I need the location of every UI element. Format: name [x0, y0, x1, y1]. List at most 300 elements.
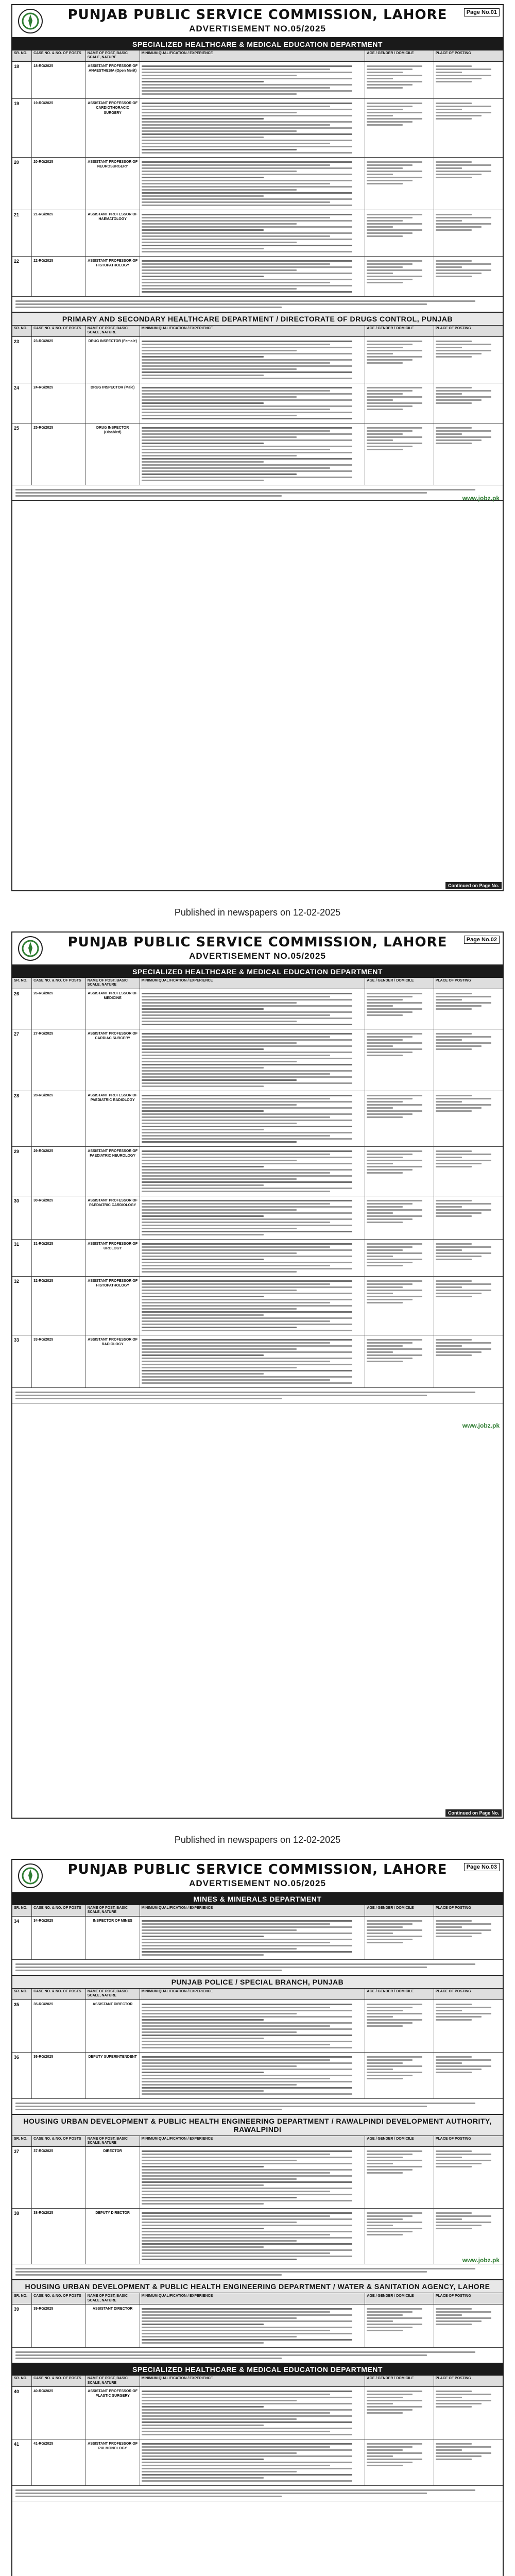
text-line: [142, 1048, 264, 1050]
text-line: [142, 2188, 352, 2189]
text-line: [436, 427, 472, 429]
text-line: [142, 260, 352, 262]
text-line: [367, 2022, 412, 2024]
text-line: [367, 1920, 422, 1922]
text-line: [367, 106, 412, 107]
table-row: [12, 257, 503, 297]
text-line: [436, 996, 491, 997]
column-header-post: NAME OF POST, BASIC SCALE, NATURE: [86, 1989, 140, 1999]
table-row: [12, 99, 503, 158]
text-line: [367, 1098, 412, 1099]
text-line: [142, 223, 297, 225]
page-sheet: [11, 931, 504, 1819]
text-line: [436, 1095, 472, 1096]
text-line: [142, 2028, 352, 2030]
text-line: [142, 93, 297, 95]
text-line: [436, 2228, 472, 2229]
text-line: [367, 167, 402, 169]
text-line: [142, 2415, 352, 2417]
case-number: 34-RG/2025: [32, 1917, 86, 1959]
text-line: [142, 356, 264, 358]
text-line: [436, 1008, 472, 1010]
text-line: [142, 65, 352, 67]
text-line: [436, 2397, 462, 2398]
text-line: [367, 350, 422, 351]
column-header-qual: MINIMUM QUALIFICATION / EXPERIENCE: [140, 50, 366, 61]
text-line: [142, 106, 330, 107]
text-line: [367, 1172, 402, 1174]
text-line: [142, 2446, 330, 2448]
text-line: [367, 2163, 393, 2164]
text-line: [142, 1150, 352, 1152]
qualification-cell: [140, 2304, 366, 2347]
text-line: [142, 477, 352, 478]
text-line: [15, 2106, 427, 2107]
text-line: [142, 140, 352, 141]
text-line: [142, 415, 297, 416]
text-line: [142, 2317, 297, 2319]
text-line: [142, 473, 297, 475]
text-line: [142, 1320, 330, 1322]
text-line: [367, 2308, 422, 2310]
qualification-cell: [140, 2439, 366, 2485]
text-line: [436, 177, 472, 178]
text-line: [142, 1926, 352, 1928]
text-line: [142, 1181, 352, 1183]
text-line: [15, 2271, 427, 2273]
post-name: ASSISTANT PROFESSOR OF PULMONOLOGY: [86, 2439, 140, 2485]
text-line: [436, 214, 472, 215]
text-line: [142, 1209, 297, 1211]
text-line: [436, 1163, 482, 1164]
column-header-age: AGE / GENDER / DOMICILE: [365, 1905, 434, 1916]
text-line: [142, 449, 330, 450]
text-line: [436, 1166, 472, 1167]
column-header-case: CASE NO. & NO. OF POSTS: [32, 2376, 86, 2386]
text-line: [142, 2327, 352, 2328]
age-cell: [365, 989, 434, 1029]
commission-title: PUNJAB PUBLIC SERVICE COMMISSION, LAHORE: [67, 935, 448, 950]
text-line: [142, 2154, 330, 2155]
text-line: [367, 2459, 422, 2460]
section-notes: [12, 485, 503, 501]
table-row: [12, 1091, 503, 1147]
text-line: [142, 2333, 352, 2334]
text-line: [436, 2004, 472, 2005]
qualification-cell: [140, 210, 366, 256]
text-line: [142, 195, 264, 197]
text-line: [436, 1045, 482, 1047]
text-line: [142, 1021, 297, 1022]
text-line: [142, 2010, 352, 2011]
text-line: [142, 1073, 330, 1075]
text-line: [436, 2065, 491, 2067]
text-line: [436, 393, 462, 395]
text-line: [436, 164, 491, 166]
table-header: [12, 2136, 503, 2147]
column-header-qual: MINIMUM QUALIFICATION / EXPERIENCE: [140, 2376, 366, 2386]
text-line: [436, 2400, 491, 2401]
posting-cell: [434, 423, 503, 485]
text-line: [142, 149, 297, 150]
text-line: [142, 387, 352, 388]
text-line: [436, 2016, 482, 2018]
text-line: [142, 365, 352, 367]
text-line: [367, 171, 422, 172]
text-line: [436, 1154, 491, 1155]
text-line: [142, 1268, 352, 1269]
continued-label: Continued on Page No.: [445, 882, 502, 889]
text-line: [436, 1293, 482, 1294]
text-line: [436, 1246, 491, 1248]
text-line: [436, 2154, 491, 2155]
case-number: 38-RG/2025: [32, 2209, 86, 2264]
text-line: [367, 387, 422, 388]
text-line: [142, 2160, 297, 2161]
text-line: [436, 217, 491, 218]
text-line: [142, 2093, 352, 2095]
text-line: [436, 1098, 491, 1099]
text-line: [142, 118, 264, 120]
text-line: [367, 1163, 393, 1164]
text-line: [142, 458, 352, 460]
post-name: ASSISTANT PROFESSOR OF HISTOPATHOLOGY: [86, 1277, 140, 1335]
text-line: [142, 368, 297, 370]
text-line: [142, 152, 352, 154]
text-line: [142, 1058, 352, 1059]
text-line: [142, 2169, 352, 2171]
text-line: [367, 1942, 402, 1943]
text-line: [367, 1200, 422, 1201]
ppsc-logo-icon: [18, 936, 43, 961]
text-line: [142, 1225, 352, 1226]
text-line: [436, 2062, 462, 2064]
text-line: [367, 2160, 422, 2161]
case-number: 20-RG/2025: [32, 158, 86, 210]
section-notes: [12, 2099, 503, 2114]
table-row: [12, 2000, 503, 2053]
text-line: [367, 229, 422, 231]
department-heading: PRIMARY AND SECONDARY HEALTHCARE DEPARTMENT / DIRECTORATE OF DRUGS CONTROL, PUNJAB: [12, 312, 503, 326]
post-name: ASSISTANT PROFESSOR OF UROLOGY: [86, 1240, 140, 1276]
text-line: [142, 2449, 352, 2451]
text-line: [142, 2212, 352, 2214]
serial-number: 36: [12, 2053, 32, 2098]
text-line: [367, 1293, 393, 1294]
serial-number: 22: [12, 257, 32, 296]
text-line: [436, 2007, 491, 2008]
case-number: 27-RG/2025: [32, 1029, 86, 1091]
qualification-cell: [140, 1277, 366, 1335]
text-line: [142, 1243, 352, 1245]
text-line: [436, 2069, 482, 2070]
text-line: [367, 996, 412, 997]
column-header-place: PLACE OF POSTING: [435, 979, 471, 982]
text-line: [142, 1370, 352, 1371]
text-line: [367, 2324, 422, 2325]
text-line: [367, 1203, 412, 1205]
table-row: [12, 423, 503, 485]
qualification-cell: [140, 1335, 366, 1387]
table-row: [12, 2147, 503, 2209]
text-line: [142, 2234, 330, 2235]
table-header: [12, 2293, 503, 2304]
qualification-cell: [140, 1091, 366, 1146]
text-line: [367, 1280, 422, 1282]
text-line: [15, 495, 282, 497]
text-line: [142, 1249, 352, 1251]
table-row: [12, 2304, 503, 2348]
text-line: [142, 2252, 330, 2254]
text-line: [142, 344, 330, 345]
text-line: [367, 226, 393, 228]
text-line: [142, 183, 330, 184]
text-line: [436, 273, 482, 274]
text-line: [142, 1132, 352, 1133]
text-line: [436, 2308, 472, 2310]
posting-cell: [434, 337, 503, 383]
text-line: [436, 1923, 491, 1925]
text-line: [367, 2327, 412, 2328]
case-number: 21-RG/2025: [32, 210, 86, 256]
serial-number: 23: [12, 337, 32, 383]
text-line: [142, 1367, 297, 1368]
text-line: [142, 2041, 352, 2042]
page-number: Page No.01: [464, 8, 500, 16]
text-line: [142, 1286, 352, 1288]
text-line: [367, 2222, 422, 2223]
age-cell: [365, 1147, 434, 1196]
text-line: [436, 1296, 472, 1297]
text-line: [436, 171, 491, 172]
text-line: [142, 232, 352, 234]
text-line: [436, 2311, 491, 2313]
text-line: [436, 2059, 491, 2061]
text-line: [367, 266, 402, 268]
text-line: [142, 124, 330, 126]
text-line: [367, 2231, 412, 2232]
text-line: [436, 2394, 491, 2395]
text-line: [436, 1243, 472, 1245]
case-number: 24-RG/2025: [32, 383, 86, 423]
text-line: [436, 1929, 491, 1931]
text-line: [367, 183, 402, 184]
text-line: [142, 2237, 352, 2239]
text-line: [142, 1033, 352, 1035]
text-line: [367, 2062, 402, 2064]
text-line: [436, 1157, 462, 1158]
text-line: [142, 1382, 352, 1384]
text-line: [142, 452, 352, 453]
text-line: [436, 1209, 491, 1211]
text-line: [142, 1317, 352, 1319]
text-line: [436, 1259, 472, 1260]
text-line: [367, 1005, 393, 1007]
text-line: [15, 492, 427, 494]
text-line: [367, 65, 422, 67]
posting-cell: [434, 1091, 503, 1146]
text-line: [436, 72, 462, 73]
post-name: ASSISTANT PROFESSOR OF MEDICINE: [86, 989, 140, 1029]
qualification-cell: [140, 257, 366, 296]
text-line: [436, 1249, 462, 1251]
text-line: [436, 2072, 472, 2073]
text-line: [142, 393, 352, 395]
text-line: [142, 186, 352, 188]
text-line: [142, 996, 330, 997]
text-line: [142, 251, 352, 252]
text-line: [367, 1348, 422, 1350]
text-line: [367, 341, 422, 342]
text-line: [142, 1200, 352, 1201]
text-line: [142, 1104, 297, 1106]
text-line: [142, 1076, 352, 1078]
text-line: [142, 461, 264, 463]
text-line: [142, 455, 297, 456]
text-line: [142, 1082, 352, 1084]
text-line: [142, 1086, 264, 1087]
text-line: [142, 90, 352, 92]
posting-cell: [434, 2000, 503, 2052]
text-line: [142, 2215, 330, 2217]
text-line: [15, 2351, 475, 2353]
text-line: [142, 220, 352, 222]
text-line: [15, 2103, 475, 2104]
text-line: [436, 1256, 482, 1257]
text-line: [436, 260, 472, 262]
text-line: [367, 2166, 422, 2167]
text-line: [367, 260, 422, 262]
text-line: [142, 2320, 352, 2322]
text-line: [142, 2175, 352, 2177]
text-line: [436, 1920, 472, 1922]
text-line: [142, 81, 264, 82]
text-line: [142, 1067, 264, 1069]
text-line: [142, 1018, 352, 1019]
text-line: [436, 430, 491, 432]
text-line: [367, 353, 393, 354]
text-line: [367, 2394, 412, 2395]
post-name: DRUG INSPECTOR (Disabled): [86, 423, 140, 485]
text-line: [367, 1113, 412, 1115]
age-cell: [365, 1091, 434, 1146]
text-line: [367, 235, 402, 237]
column-header-case: CASE NO. & NO. OF POSTS: [32, 1989, 86, 1999]
text-line: [142, 2243, 352, 2245]
text-line: [436, 1150, 472, 1152]
serial-number: 33: [12, 1335, 32, 1387]
text-line: [367, 2462, 412, 2463]
text-line: [367, 1052, 412, 1053]
text-line: [436, 2013, 491, 2014]
text-line: [142, 1163, 352, 1164]
text-line: [142, 2031, 297, 2033]
text-line: [142, 1064, 352, 1065]
text-line: [142, 1014, 330, 1016]
text-line: [142, 1061, 297, 1062]
text-line: [142, 1036, 330, 1038]
text-line: [142, 2474, 352, 2476]
text-line: [367, 2172, 402, 2174]
text-line: [142, 2428, 352, 2429]
text-line: [367, 1166, 422, 1167]
text-line: [142, 288, 297, 290]
text-line: [367, 103, 422, 104]
masthead: [12, 933, 503, 965]
text-line: [367, 390, 412, 392]
text-line: [436, 223, 491, 225]
text-line: [436, 390, 491, 392]
text-line: [142, 2403, 352, 2404]
table-header: [12, 1989, 503, 2000]
text-line: [367, 1215, 422, 1217]
text-line: [436, 226, 482, 228]
text-line: [142, 2406, 264, 2408]
text-line: [367, 2010, 402, 2011]
text-line: [142, 1324, 352, 1325]
qualification-cell: [140, 99, 366, 157]
text-line: [142, 1252, 297, 1254]
text-line: [142, 2465, 330, 2466]
text-line: [142, 75, 297, 76]
posting-cell: [434, 1147, 503, 1196]
text-line: [142, 276, 264, 277]
text-line: [142, 2222, 297, 2223]
department-heading: PUNJAB POLICE / SPECIAL BRANCH, PUNJAB: [12, 1975, 503, 1989]
text-line: [436, 167, 462, 169]
text-line: [367, 2403, 393, 2404]
text-line: [142, 2084, 297, 2086]
table-header: [12, 326, 503, 337]
text-line: [142, 347, 352, 348]
text-line: [436, 1286, 462, 1288]
text-line: [367, 409, 402, 410]
text-line: [142, 69, 330, 70]
text-line: [367, 362, 402, 364]
text-line: [142, 1126, 352, 1127]
text-line: [142, 1951, 352, 1953]
text-line: [142, 1933, 352, 1934]
age-cell: [365, 1240, 434, 1276]
column-header-place: PLACE OF POSTING: [435, 1906, 471, 1910]
text-line: [367, 118, 422, 120]
text-line: [436, 1206, 462, 1208]
text-line: [142, 1039, 352, 1041]
department-heading: SPECIALIZED HEALTHCARE & MEDICAL EDUCATION DEPARTMENT: [12, 38, 503, 50]
qualification-cell: [140, 989, 366, 1029]
text-line: [436, 1200, 472, 1201]
text-line: [436, 1345, 462, 1347]
text-line: [436, 2314, 462, 2316]
text-line: [142, 359, 352, 361]
text-line: [142, 2087, 352, 2089]
text-line: [142, 1095, 352, 1096]
text-line: [436, 1110, 472, 1112]
text-line: [15, 2358, 282, 2359]
text-line: [142, 198, 352, 200]
text-line: [436, 2222, 491, 2223]
text-line: [367, 2391, 422, 2392]
text-line: [142, 1079, 297, 1081]
column-header-age: AGE / GENDER / DOMICILE: [365, 2293, 434, 2304]
text-line: [142, 167, 352, 169]
age-cell: [365, 99, 434, 157]
text-line: [142, 2256, 352, 2257]
posting-cell: [434, 257, 503, 296]
text-line: [367, 399, 393, 401]
text-line: [142, 192, 352, 194]
text-line: [436, 1290, 491, 1291]
